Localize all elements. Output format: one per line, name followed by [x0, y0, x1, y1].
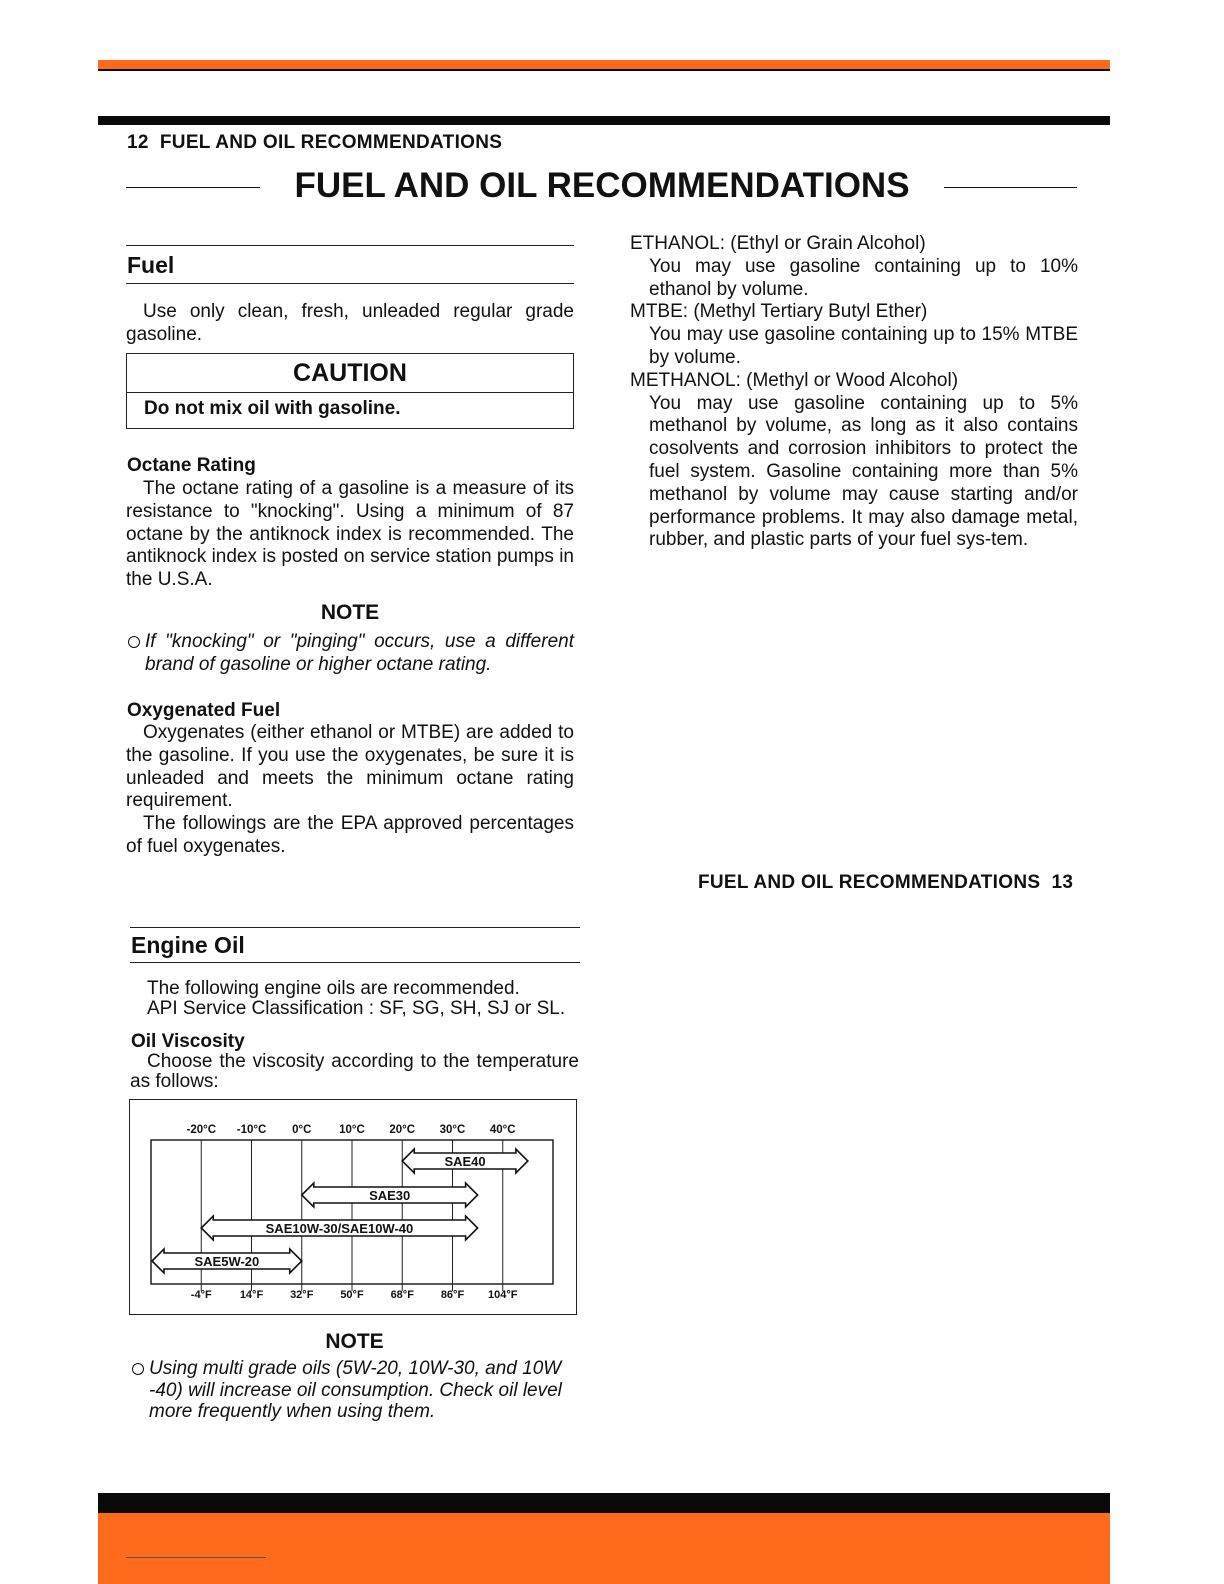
celsius-tick-label: 10°C: [339, 1124, 365, 1136]
fahrenheit-tick-label: 68°F: [390, 1289, 414, 1301]
oxygenate-term: METHANOL: (Methyl or Wood Alcohol): [630, 369, 959, 391]
celsius-tick-label: 0°C: [292, 1124, 312, 1136]
page-number-left: 12: [127, 132, 149, 153]
celsius-tick-label: 40°C: [489, 1124, 516, 1136]
oil-note-text: Using multi grade oils (5W-20, 10W-30, and 10W -40) will increase oil consumption. Check oil level more frequently when using them.: [149, 1358, 562, 1422]
fuel-note: [126, 631, 574, 677]
page-title: FUEL AND OIL RECOMMENDATIONS: [294, 166, 910, 205]
octane-text: The octane rating of a gasoline is a measure of its resistance to "knocking". Using a minimum of 87 octane by the antiknock index is recommended. The antiknock index is posted on service station pumps in the U.S.A.: [126, 478, 574, 591]
fuel-section-title: Fuel: [127, 252, 175, 278]
celsius-tick-label: -20°C: [186, 1124, 217, 1136]
page-number-right: 13: [1051, 872, 1074, 893]
oxygenate-body: You may use gasoline containing up to 15% MTBE by volume.: [649, 324, 1078, 368]
title-rule-left: [126, 187, 260, 188]
oxygenate-term: ETHANOL: (Ethyl or Grain Alcohol): [630, 233, 926, 254]
bullet-circle-icon: [132, 1363, 144, 1375]
range-arrow-label: SAE5W-20: [194, 1254, 260, 1269]
footer-orange-bar: [98, 1513, 1110, 1584]
oil-section-title: Engine Oil: [131, 932, 245, 958]
oil-line-1: The following engine oils are recommended.: [147, 978, 520, 999]
fuel-note-title: NOTE: [320, 601, 380, 624]
celsius-tick-label: -10°C: [236, 1124, 267, 1136]
bullet-circle-icon: [128, 636, 140, 648]
oxygenate-body: You may use gasoline containing up to 10% ethanol by volume.: [649, 255, 1078, 300]
oxygenates-list: [630, 233, 1078, 552]
page-header-right: [698, 872, 1073, 894]
footer-rule: [126, 1557, 266, 1558]
oil-note: [130, 1358, 579, 1423]
oxy-title: Oxygenated Fuel: [127, 700, 281, 721]
footer-black-bar: [98, 1493, 1110, 1513]
oxygenate-body: You may use gasoline containing up to 5% methanol by volume, as long as it also contains cosolvents and corrosion inhibitors to protect the fuel system. Gasoline containing more than 5% methanol by volume may cause starting and/or performance problems. It may also damage metal, rubber, and plastic parts of your fuel sys-tem.: [649, 392, 1078, 551]
viscosity-chart: [130, 1100, 576, 1314]
range-arrow-label: SAE10W-30/SAE10W-40: [265, 1221, 414, 1236]
fahrenheit-tick-label: 14°F: [239, 1289, 264, 1301]
caution-box: [126, 353, 574, 429]
fuel-note-text: If "knocking" or "pinging" occurs, use a different brand of gasoline or higher octane rating.: [145, 631, 574, 675]
top-thin-rule: [98, 69, 1110, 71]
oxygenate-term: MTBE: (Methyl Tertiary Butyl Ether): [630, 301, 928, 323]
fahrenheit-tick-label: 104°F: [488, 1289, 518, 1301]
celsius-tick-label: 30°C: [439, 1124, 466, 1136]
viscosity-text: Choose the viscosity according to the temperature as follows:: [130, 1051, 579, 1092]
viscosity-title: Oil Viscosity: [131, 1031, 245, 1052]
caution-text: Do not mix oil with gasoline.: [144, 398, 401, 419]
oil-note-title: NOTE: [325, 1330, 384, 1353]
oxy-text-2: The followings are the EPA approved percentages of fuel oxygenates.: [126, 813, 574, 857]
caution-title: CAUTION: [127, 354, 573, 393]
fuel-rule-top: [126, 245, 574, 246]
octane-title: Octane Rating: [127, 455, 256, 476]
oil-line-2: API Service Classification : SF, SG, SH, SJ or SL.: [147, 998, 566, 1019]
fuel-intro: Use only clean, fresh, unleaded regular grade gasoline.: [126, 301, 574, 345]
celsius-tick-label: 20°C: [389, 1124, 416, 1136]
page-header-title-right: FUEL AND OIL RECOMMENDATIONS: [698, 872, 1041, 893]
fahrenheit-tick-label: -4°F: [190, 1289, 212, 1301]
header-black-bar: [98, 116, 1110, 125]
oil-rule-top: [130, 927, 580, 928]
fahrenheit-tick-label: 86°F: [440, 1289, 465, 1301]
range-arrow-label: SAE40: [444, 1154, 486, 1169]
oxy-text-1: Oxygenates (either ethanol or MTBE) are added to the gasoline. If you use the oxygenates, be sure it is unleaded and meets the minimum octane rating requirement.: [126, 722, 574, 812]
page-header-left: [127, 132, 502, 154]
fahrenheit-tick-label: 32°F: [290, 1289, 314, 1301]
fahrenheit-tick-label: 50°F: [340, 1289, 364, 1301]
fuel-rule-bottom: [126, 283, 574, 284]
title-rule-right: [944, 187, 1077, 188]
top-orange-bar: [98, 60, 1110, 69]
range-arrow-label: SAE30: [369, 1188, 411, 1203]
oil-rule-bottom: [130, 962, 580, 963]
viscosity-chart-frame: [129, 1099, 577, 1315]
page-header-title-left: FUEL AND OIL RECOMMENDATIONS: [159, 132, 503, 153]
